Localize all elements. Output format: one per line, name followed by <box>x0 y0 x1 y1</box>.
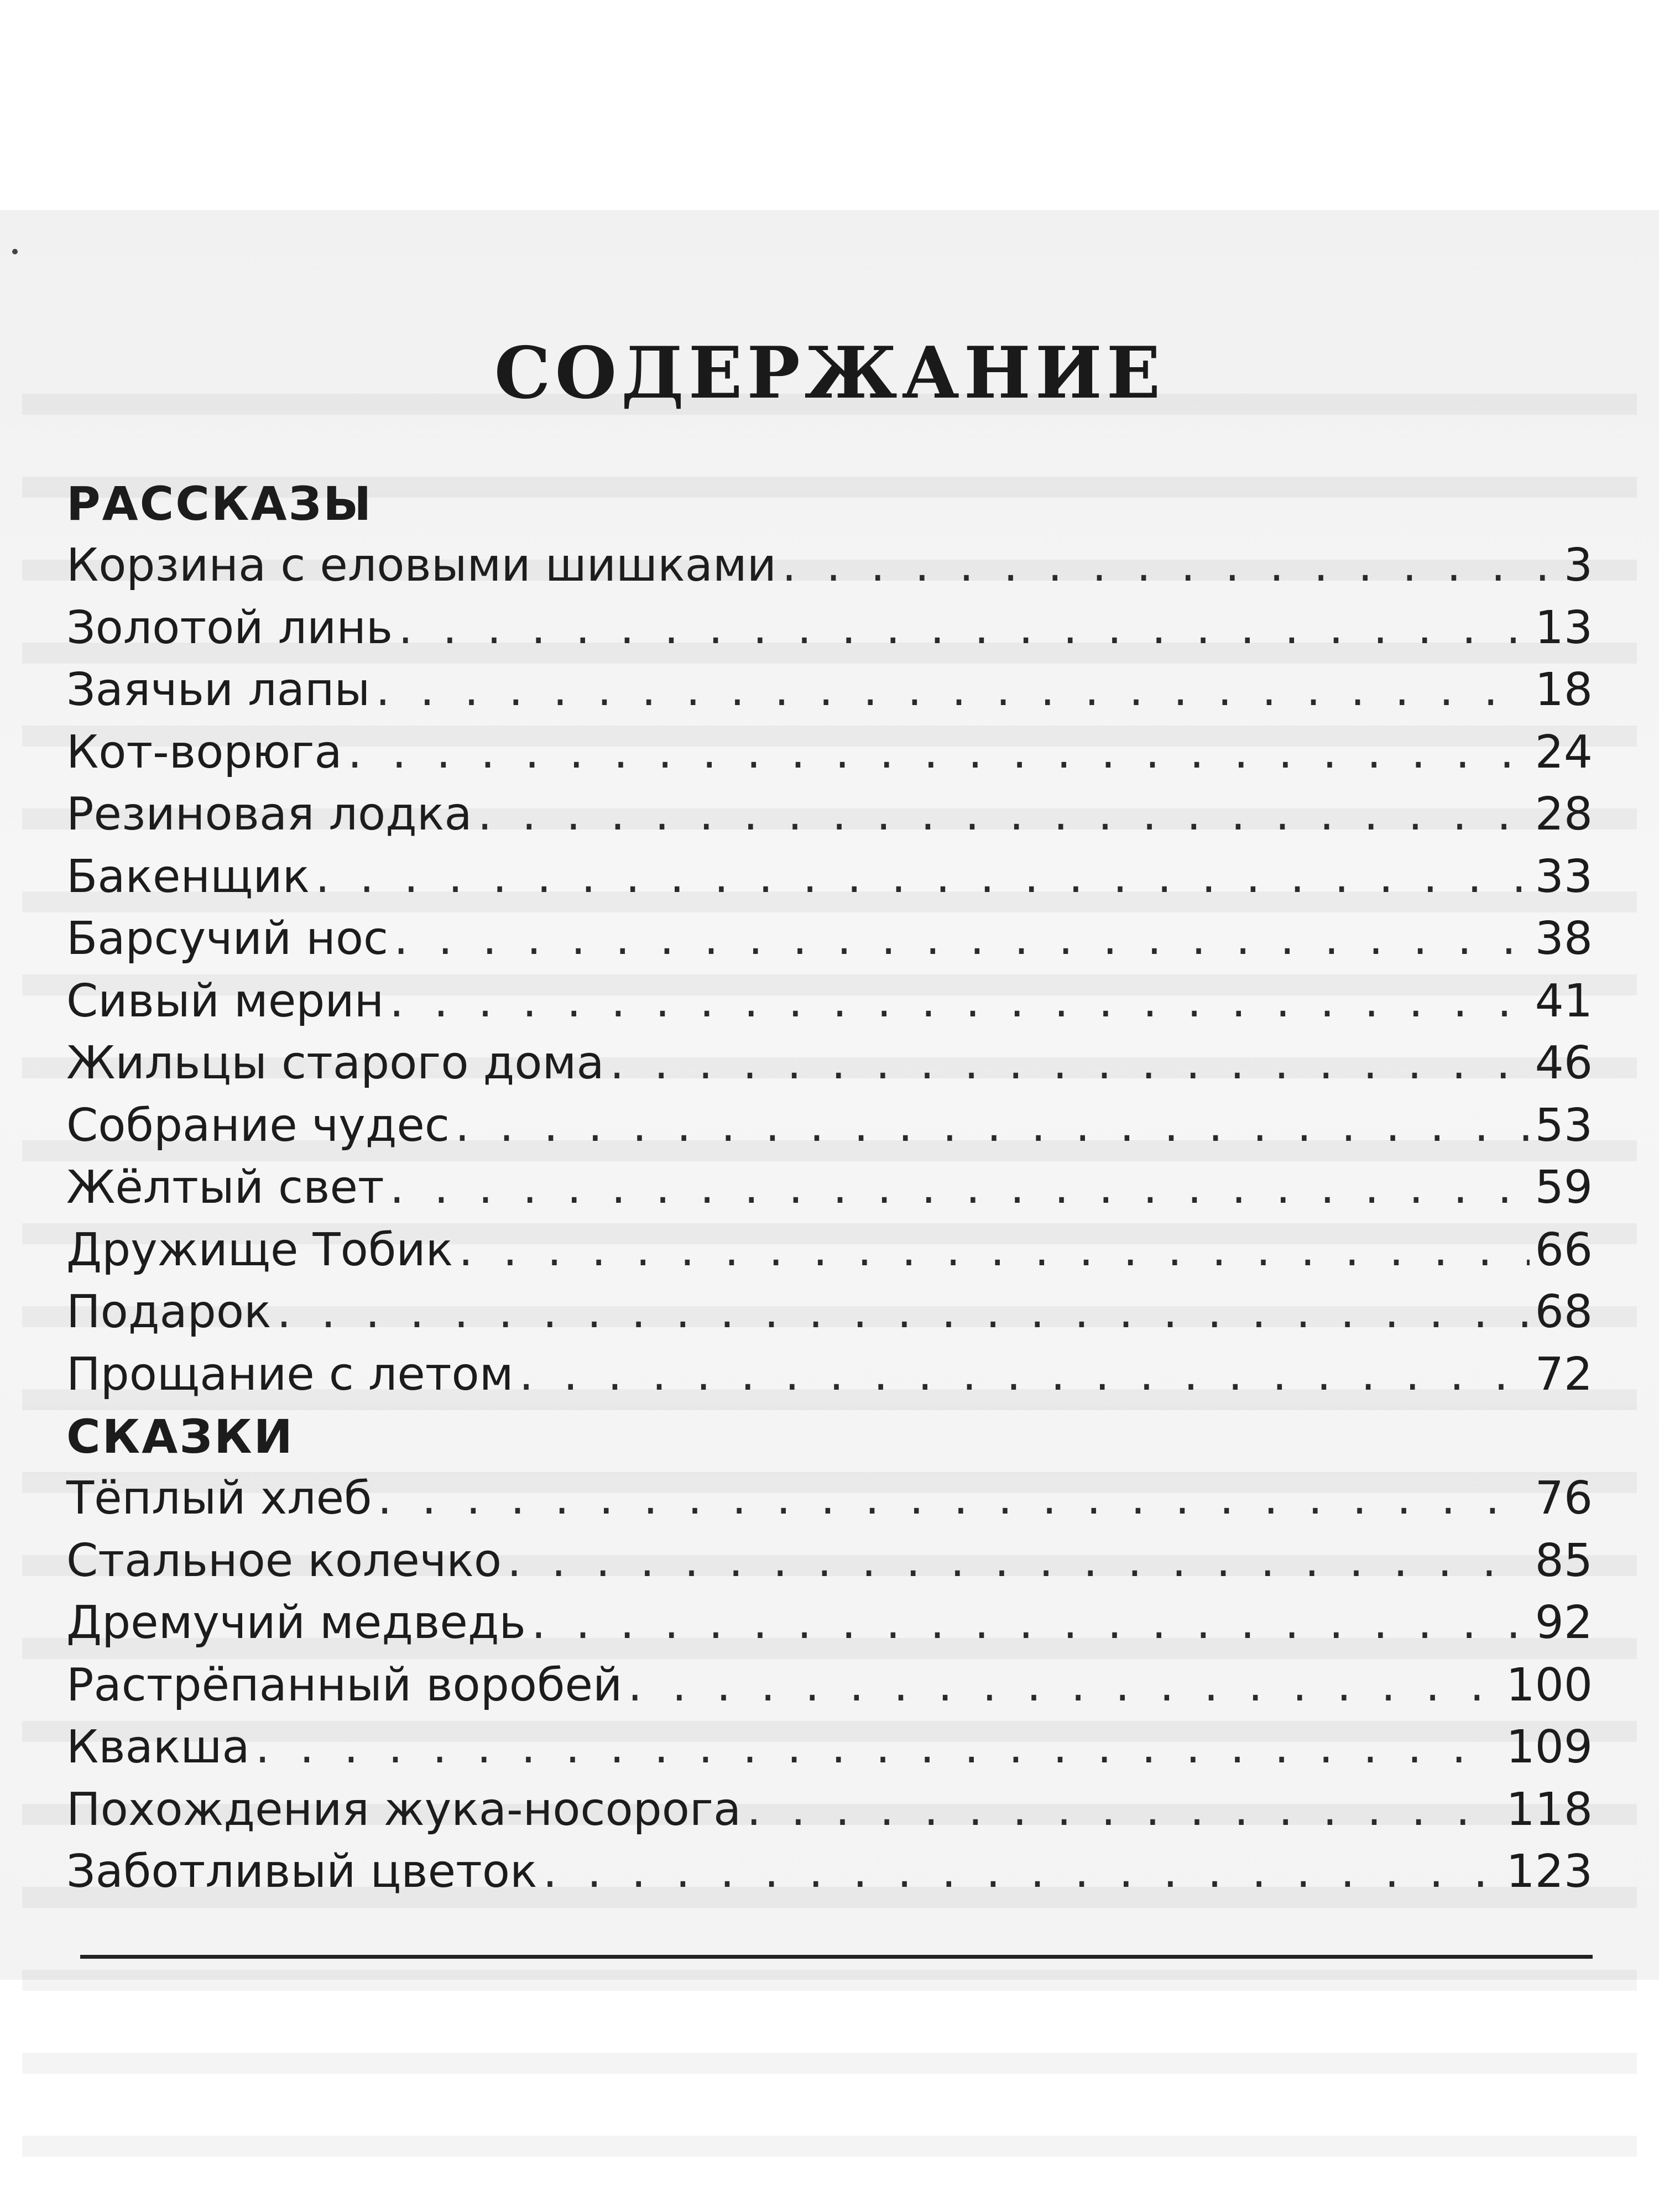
entry-page-number: 33 <box>1535 850 1593 903</box>
entry-page-number: 18 <box>1535 664 1593 716</box>
entry-title: Прощание с летом <box>66 1348 514 1401</box>
entry-title: Растрёпанный воробей <box>66 1658 623 1712</box>
entry-title: Тёплый хлеб <box>66 1472 372 1525</box>
toc-entry <box>66 908 1593 971</box>
footer-rule <box>80 1955 1593 1959</box>
entry-page-number: 28 <box>1535 788 1593 841</box>
dot-leader <box>315 846 1530 909</box>
entry-page-number: 68 <box>1535 1286 1593 1338</box>
dot-leader <box>255 1717 1501 1779</box>
entry-page-number: 123 <box>1506 1845 1593 1898</box>
entry-title: Собрание чудес <box>66 1099 450 1152</box>
toc-entry <box>66 784 1593 846</box>
toc-entry <box>66 1157 1593 1219</box>
toc-entry <box>66 535 1593 597</box>
toc-entry <box>66 722 1593 784</box>
toc-entry <box>66 846 1593 909</box>
entry-title: Заячьи лапы <box>66 664 371 716</box>
table-of-contents <box>66 473 1593 1903</box>
dot-leader <box>543 1841 1501 1903</box>
entry-title: Похождения жука-носорога <box>66 1783 742 1836</box>
entry-page-number: 41 <box>1535 974 1593 1027</box>
dot-leader <box>507 1530 1530 1593</box>
entry-page-number: 92 <box>1535 1597 1593 1649</box>
entry-page-number: 85 <box>1535 1534 1593 1587</box>
dot-leader <box>610 1032 1530 1095</box>
entry-title: Кот-ворюга <box>66 726 342 779</box>
entry-page-number: 76 <box>1535 1472 1593 1525</box>
toc-entry <box>66 971 1593 1033</box>
entry-page-number: 66 <box>1535 1223 1593 1276</box>
dot-leader <box>782 535 1558 597</box>
entry-title: Сивый мерин <box>66 974 384 1027</box>
dot-leader <box>277 1281 1530 1344</box>
toc-entry <box>66 659 1593 722</box>
dot-leader <box>398 597 1529 660</box>
dot-leader <box>394 908 1530 971</box>
entry-title: Жёлтый свет <box>66 1161 384 1214</box>
dot-leader <box>519 1344 1530 1406</box>
entry-title: Подарок <box>66 1286 272 1338</box>
toc-entry <box>66 1095 1593 1157</box>
entry-title: Жильцы старого дома <box>66 1037 604 1089</box>
entry-page-number: 100 <box>1506 1658 1593 1712</box>
entry-page-number: 109 <box>1506 1721 1593 1773</box>
toc-entry <box>66 1281 1593 1344</box>
dot-leader <box>378 1468 1530 1530</box>
entry-title: Золотой линь <box>66 601 393 654</box>
toc-entry <box>66 1468 1593 1530</box>
dot-leader <box>389 971 1529 1033</box>
dot-leader <box>628 1655 1500 1717</box>
toc-entry <box>66 1032 1593 1095</box>
toc-entry <box>66 1717 1593 1779</box>
entry-page-number: 13 <box>1535 601 1593 654</box>
entry-page-number: 3 <box>1563 539 1593 592</box>
entry-page-number: 53 <box>1535 1099 1593 1152</box>
entry-page-number: 24 <box>1535 726 1593 779</box>
entry-title: Корзина с еловыми шишками <box>66 539 777 592</box>
entry-title: Бакенщик <box>66 850 310 903</box>
entry-title: Барсучий нос <box>66 912 389 965</box>
entry-title: Резиновая лодка <box>66 788 472 841</box>
entry-title: Квакша <box>66 1721 250 1773</box>
toc-entry <box>66 1344 1593 1406</box>
dot-leader <box>455 1095 1530 1157</box>
toc-entry <box>66 1779 1593 1841</box>
toc-entry <box>66 1530 1593 1593</box>
entry-page-number: 72 <box>1535 1348 1593 1401</box>
dot-leader <box>390 1157 1530 1219</box>
page-title: СОДЕРЖАНИЕ <box>494 332 1165 415</box>
entry-page-number: 46 <box>1535 1037 1593 1089</box>
toc-entry <box>66 1592 1593 1655</box>
entry-title: Заботливый цветок <box>66 1845 538 1898</box>
entry-title: Стальное колечко <box>66 1534 502 1587</box>
dot-leader <box>478 784 1530 846</box>
scan-speck <box>12 249 18 254</box>
toc-entry <box>66 1841 1593 1903</box>
toc-entry <box>66 1655 1593 1717</box>
dot-leader <box>458 1219 1529 1282</box>
dot-leader <box>348 722 1530 784</box>
entry-page-number: 38 <box>1535 912 1593 965</box>
section-heading: СКАЗКИ <box>66 1410 294 1464</box>
dot-leader <box>747 1779 1500 1841</box>
toc-entry <box>66 597 1593 660</box>
entry-title: Дремучий медведь <box>66 1597 526 1649</box>
dot-leader <box>531 1592 1530 1655</box>
toc-entry <box>66 1219 1593 1282</box>
section-heading: РАССКАЗЫ <box>66 477 373 531</box>
entry-title: Дружище Тобик <box>66 1223 453 1276</box>
dot-leader <box>375 659 1529 722</box>
entry-page-number: 59 <box>1535 1161 1593 1214</box>
entry-page-number: 118 <box>1506 1783 1593 1836</box>
